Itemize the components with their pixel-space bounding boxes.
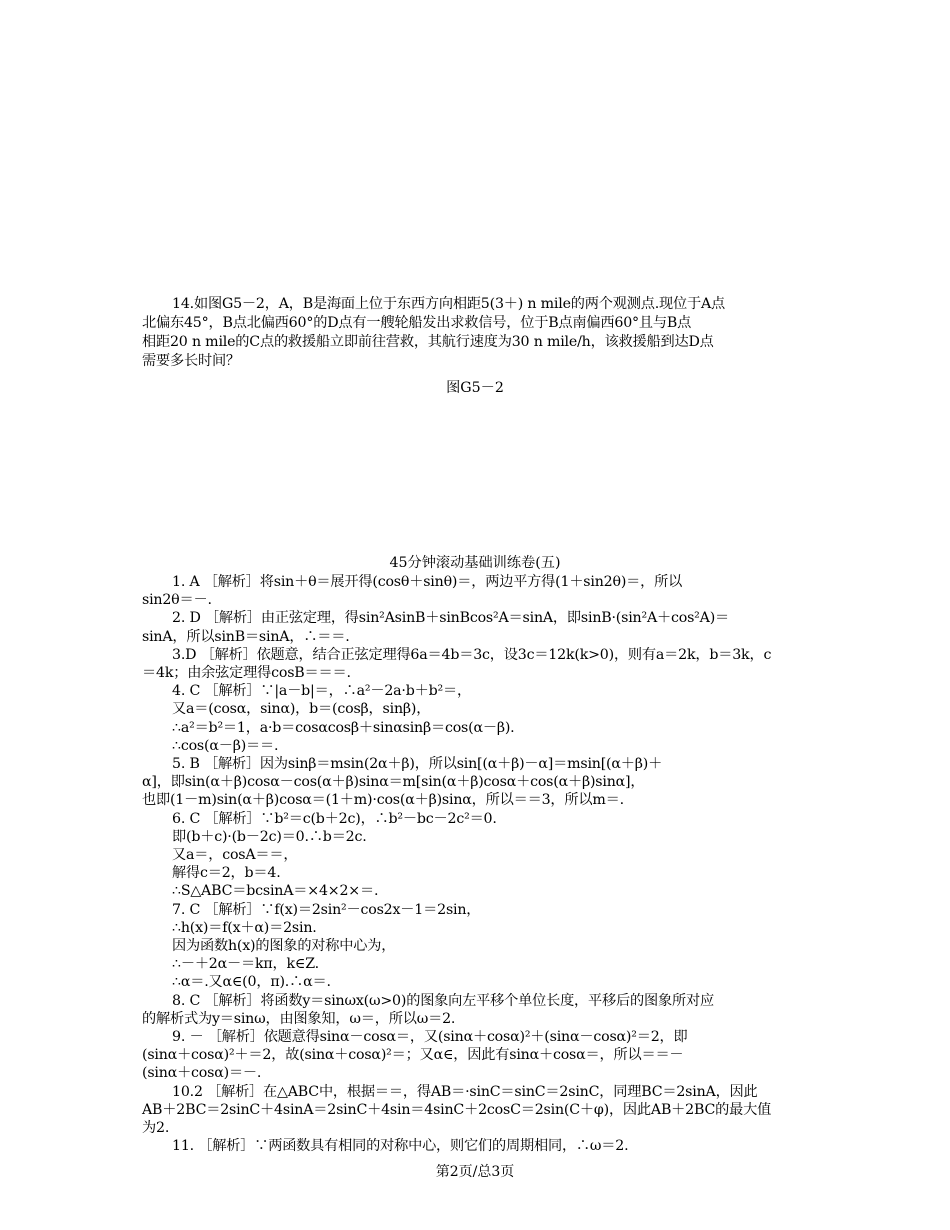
answer-line: 11. ［解析］∵两函数具有相同的对称中心，则它们的周期相同，∴ω＝2. [172, 1138, 629, 1155]
answer-line: 又a＝，cosA＝＝， [172, 847, 298, 863]
answer-line: ∴S△ABC＝bcsinA＝×4×2×＝. [172, 883, 379, 900]
answer-line: 9. － ［解析］依题意得sinα－cosα＝，又(sinα＋cosα)²＋(sinα－cosα)²＝2，即 [172, 1029, 688, 1045]
answer-line: ∴α＝.又α∈(0，π).∴α＝. [172, 974, 331, 991]
answer-line: 因为函数h(x)的图象的对称中心为， [172, 938, 396, 954]
answer-line: sinA，所以sinB＝sinA，∴＝＝. [142, 628, 350, 645]
answer-line: 4. C ［解析］∵|a－b|＝，∴a²－2a·b＋b²＝， [172, 683, 471, 700]
problem-14-line-4: 需要多长时间？ [142, 353, 240, 369]
answer-line: ＝4k；由余弦定理得cosB＝＝＝. [142, 665, 351, 681]
answer-line: 2. D ［解析］由正弦定理，得sin²AsinB＋sinBcos²A＝sinA，即sinB·(sin²A＋cos²A)＝ [172, 610, 730, 627]
problem-14-line-3: 相距20 n mile的C点的救援船立即前往营救，其航行速度为30 n mile/h，该救援船到达D点 [142, 334, 714, 350]
answer-line: 即(b＋c)·(b－2c)＝0.∴b＝2c. [172, 828, 367, 845]
answer-line: 10.2 ［解析］在△ABC中，根据＝＝，得AB＝·sinC＝sinC＝2sinC，同理BC＝2sinA，因此 [172, 1083, 758, 1100]
problem-14-line-2: 北偏东45°，B点北偏西60°的D点有一艘轮船发出求救信号，位于B点南偏西60°且与B点 [142, 315, 692, 331]
answer-line: 解得c＝2，b＝4. [172, 865, 281, 882]
page-footer: 第2页/总3页 [435, 1164, 515, 1180]
answer-line: ∴h(x)＝f(x＋α)＝2sin. [172, 919, 317, 936]
answer-line: 8. C ［解析］将函数y＝sinωx(ω>0)的图象向左平移个单位长度，平移后的图象所对应 [172, 992, 714, 1009]
answer-line: 6. C ［解析］∵b²＝c(b＋2c)，∴b²－bc－2c²＝0. [172, 810, 497, 827]
answer-line: (sinα＋cosα)²＋＝2，故(sinα＋cosα)²＝；又α∈，因此有sinα＋cosα＝，所以＝＝－ [142, 1047, 684, 1064]
answer-line: ∴cos(α－β)＝＝. [172, 737, 279, 754]
answer-line: ∴－＋2α－＝kπ，k∈Z. [172, 956, 319, 973]
answer-line: 的解析式为y＝sinω，由图象知，ω＝，所以ω＝2. [142, 1010, 456, 1027]
answer-line: 7. C ［解析］∵f(x)＝2sin²－cos2x－1＝2sin， [172, 901, 481, 918]
answer-line: 1. A ［解析］将sin＋θ＝展开得(cosθ＋sinθ)＝，两边平方得(1＋sin2θ)＝，所以 [172, 574, 683, 590]
answer-line: 又a＝(cosα，sinα)，b＝(cosβ，sinβ)， [172, 701, 431, 718]
answer-line: 为2. [142, 1120, 170, 1136]
problem-14-line-1: 14.如图G5－2，A，B是海面上位于东西方向相距5(3＋) n mile的两个观测点.现位于A点 [172, 296, 726, 312]
answer-line: 也即(1－m)sin(α＋β)cosα＝(1＋m)·cos(α＋β)sinα，所以＝＝3，所以m＝. [142, 792, 624, 809]
answer-line: α]，即sin(α＋β)cosα－cos(α＋β)sinα＝m[sin(α＋β)cosα＋cos(α＋β)sinα]， [142, 774, 645, 791]
answer-line: sin2θ＝－. [142, 592, 212, 609]
section-title: 45分钟滚动基础训练卷(五) [389, 555, 561, 571]
answer-line: 3.D ［解析］依题意，结合正弦定理得6a＝4b＝3c，设3c＝12k(k>0)，则有a＝2k，b＝3k，c [172, 646, 772, 663]
answer-line: ∴a²＝b²＝1，a·b＝cosαcosβ＋sinαsinβ＝cos(α－β). [172, 719, 515, 736]
figure-caption: 图G5－2 [446, 380, 504, 396]
answer-line: 5. B ［解析］因为sinβ＝msin(2α＋β)，所以sin[(α＋β)－α]＝msin[(α＋β)＋ [172, 756, 663, 772]
answer-line: (sinα＋cosα)＝－. [142, 1065, 262, 1082]
answer-line: AB＋2BC＝2sinC＋4sinA＝2sinC＋4sin＝4sinC＋2cosC＝2sin(C＋φ)，因此AB＋2BC的最大值 [142, 1101, 772, 1118]
